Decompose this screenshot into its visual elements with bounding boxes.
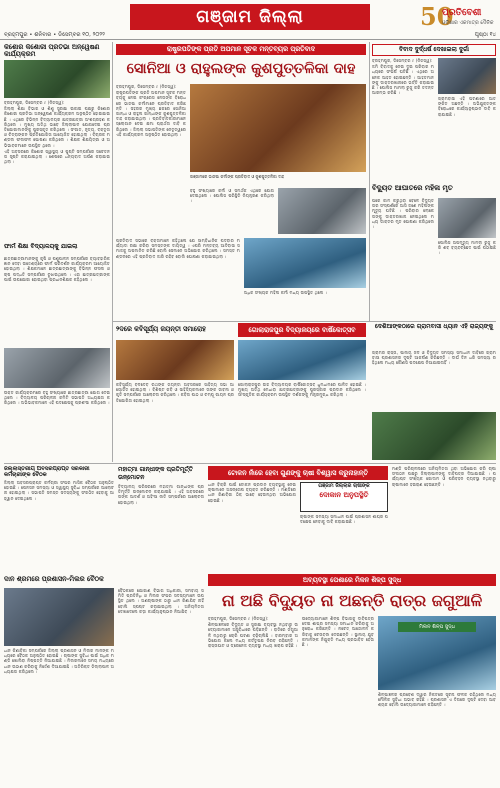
bottom-lead-story-body-col1: ବ୍ରହ୍ମପୁର, ଡିସେମ୍ବର ୯ (ନିଜସ୍ୱ): ଶିଳ୍ପାଞ୍ଚଳରେ ବିଦ୍ୟୁତ ଓ ସୁରକ୍ଷା ବ୍ୟବସ୍ଥା ନଥିବାରୁ ଉଦ୍ୟୋଗୀମାନେ ଅସୁବିଧାରେ ପଡ଼ିଛନ୍ତି । ରାତିରେ ଜଗୁଆଳି ନଥିବାରୁ ଚୋରି ଘଟଣା ବଢ଼ିଚାଲିଛି । ବାରମ୍ବାର ଅଭିଯୋଗ କଲେ ମଧ୍ୟ କର୍ତ୍ତୃପକ୍ଷ ନିରବ ରହିଛନ୍ତି । ରାସ୍ତାଘାଟ ଓ ଡ୍ରେନେଜ ବ୍ୟବସ୍ଥା ମଧ୍ୟ ଖରାପ ରହିଛି । (208, 616, 298, 649)
lead-secondary-photo (278, 188, 366, 234)
bottom-c-headline[interactable]: ଟୋକନ ନାଁରେ ହେବା ଗୁଣଙ୍କୁ ଚାଷୀ ବିଶ୍ୱାସ କରୁନାହାନ୍ତି (208, 466, 388, 480)
bottom-right-story-body: ମଣ୍ଡି ପରିଚାଳନାରେ ଅନିୟମିତତା ଥିବା ଅଭିଯୋଗ କରି ଚାଷୀ ସଂଗଠନ ପକ୍ଷରୁ ଜିଲ୍ଲାପାଳଙ୍କୁ ଦାବିପତ୍ର ଦିଆଯାଇଛି । ପର୍ଯ୍ୟାପ୍ତ ସଂଖ୍ୟକ ଗୋଦାମ ଓ ପରିବହନ ବ୍ୟବସ୍ଥା ନଥିବାରୁ ଚାଷୀମାନେ ହଇରାଣ ହେଉଛନ୍ତି । (392, 466, 496, 487)
strip-mid-headline[interactable]: ଗୋଲାରାଜପୁର ବିଦ୍ୟାଳୟରେ ବାର୍ଷିକୋତ୍ସବ (238, 323, 366, 337)
strip-left-headline[interactable]: ୨ଦରେ କବିସୂର୍ଯ୍ୟ ଜୟନ୍ତୀ ସମାରୋହ (116, 325, 206, 333)
lead-third-photo (244, 238, 366, 288)
left-top-story-headline[interactable]: କିଶୋର କିଶୋରୀ ପ୍ରତିଭା ଅନ୍ୱେଷଣ କାର୍ଯ୍ୟକ୍ରମ (4, 44, 100, 58)
page-number: ପୃଷ୍ଠା ୧୪ (474, 32, 496, 38)
left-mid-story-headline[interactable]: ଫାର୍ମ ଶିକ୍ଷା ବିଦ୍ୟାଳୟକୁ ଯାଇଲା (4, 243, 78, 250)
right-mid-photo (438, 198, 496, 238)
lead-story-body-col1: ବ୍ରହ୍ମପୁର, ଡିସେମ୍ବର ୯ (ନିଜସ୍ୱ): ରାଷ୍ଟ୍ରପତିଙ୍କ ପ୍ରତି ଅପମାନ ସୂଚକ ମନ୍ତବ୍ୟକୁ ନେଇ କଂଗ୍ରେସ ନେତାଙ୍କ ବିରୋଧରେ ଭାଜପା କର୍ମୀମାନେ ପ୍ରତିବାଦ କରିଛନ୍ତି । ସହରର ମୁଖ୍ୟ ଛକରେ ସୋନିଆ ଗାନ୍ଧୀ ଓ ରାହୁଲ ଗାନ୍ଧୀଙ୍କ କୁଶପୁତ୍ତଳିକା ଦାହ କରାଯାଇଥିଲା । ପ୍ରତିବାଦକାରୀମାନେ ସ୍ଲୋଗାନ ଦେଇ କ୍ଷମା ପ୍ରାର୍ଥନା ଦାବି କରିଥିଲେ । ଜିଲ୍ଲା ସଭାପତିଙ୍କ ନେତୃତ୍ୱରେ ଏହି କାର୍ଯ୍ୟକ୍ରମ ଅନୁଷ୍ଠିତ ହୋଇଥିଲା । (116, 84, 186, 137)
bottom-c-story-body-col2: ଚାଷୀଙ୍କ ସମସ୍ୟା ସମାଧାନ ପାଇଁ ପ୍ରଶାସନ ଶୀଘ୍ର ପଦକ୍ଷେପ ନେବାକୁ ଦାବି କରାଯାଇଛି । (300, 514, 388, 525)
bottom-lead-photo (378, 616, 496, 690)
lead-headline[interactable]: ସୋନିଆ ଓ ରାହୁଲଙ୍କ କୁଶପୁତ୍ତଳିକା ଦାହ (126, 61, 356, 77)
strip-mid-photo (238, 340, 366, 380)
left-top-story-body: ବ୍ରହ୍ମପୁର, ଡିସେମ୍ବର ୯ (ନିଜସ୍ୱ): ଜିଲ୍ଲା ଶିକ୍ଷା ବିଭାଗ ଓ ଶିଶୁ ସୁରକ୍ଷା ଇକାଇ ପକ୍ଷରୁ କିଶୋର କିଶୋରୀ ପ୍ରତିଭା ଅନ୍ୱେଷଣ କାର୍ଯ୍ୟକ୍ରମ ଅନୁଷ୍ଠିତ ହୋଇଯାଇଛି । ଏଥିରେ ବିଭିନ୍ନ ବିଦ୍ୟାଳୟର ଛାତ୍ରଛାତ୍ରୀ ଅଂଶଗ୍ରହଣ କରିଥିଲେ । ମୁଖ୍ୟ ଅତିଥି ଭାବେ ଜିଲ୍ଲାପାଳ ଯୋଗଦେଇ ପ୍ରତିଯୋଗୀମାନଙ୍କୁ ପୁରସ୍କୃତ କରିଥିଲେ । ସଂଗୀତ, ନୃତ୍ୟ, ବକ୍ତୃତା ଓ ଚିତ୍ରାଙ୍କନ ପ୍ରତିଯୋଗିତା ଆୟୋଜିତ ହୋଇଥିଲା । ବିଚାରକ ମଣ୍ଡଳୀ ଫଳାଫଳ ଘୋଷଣା କରିଥିଲେ । ଶିକ୍ଷକ ଶିକ୍ଷୟିତ୍ରୀ ଓ ଅଭିଭାବକମାନେ ଉପସ୍ଥିତ ଥିଲେ । ଏହି ଅବସରରେ କିଶୋର ସ୍ୱାସ୍ଥ୍ୟ ଓ ପୁଷ୍ଟି ସମ୍ପର୍କରେ ସଚେତନତା ସୃଷ୍ଟି କରାଯାଇଥିଲା । ଶେଷରେ ଧନ୍ୟବାଦ ଅର୍ପଣ କରାଯାଇଥିଲା । (4, 100, 110, 165)
strip-right-headline[interactable]: ଦେଶିଆଙ୍କଠାରେ ଗ୍ରାମବାସୀ ଧ୍ୟାନ ଏହି ରାଜ୍ୟଙ୍କୁ (374, 323, 494, 330)
column-rule (112, 42, 113, 462)
bottom-d-story-body-col2: ବୈଠକରେ ଯୋଗାଣ ବିଭାଗ ଅଧିକାରୀ, ସମବାୟ ସମିତି ପ୍ରତିନିଧି ଓ ମିଲର ସଂଘର ସଦସ୍ୟମାନେ ଉପସ୍ଥିତ ଥିଲେ । ଅଣଚାଷୀଙ୍କ ଠାରୁ ଧାନ କିଣାଯିବ ନାହିଁ ବୋଲି ସ୍ପଷ୍ଟ କରାଯାଇଥିଲା । ଅନିୟମିତତା ଦେଖାଦେଲେ କଡ଼ା କାର୍ଯ୍ୟାନୁଷ୍ଠାନ ନିଆଯିବ । (118, 588, 204, 614)
bottom-c-callout-box (300, 482, 388, 512)
right-mid-story-body-col2: ପୋଲିସ ଅପମୃତ୍ୟୁ ମାମଲା ରୁଜୁ କରି ଶବ ବ୍ୟବଚ୍ଛେଦ ପାଇଁ ପଠାଇଛି । (438, 240, 496, 256)
right-top-story-body-col2: ଗ୍ରାମବାସୀ ଏହି ଘଟଣାରେ ଆତଙ୍କିତ ଅଛନ୍ତି । ଅଭିଯୁକ୍ତଙ୍କ ବିରୋଧରେ କାର୍ଯ୍ୟାନୁଷ୍ଠାନ ଦାବି କରାଯାଇଛି । (438, 96, 496, 117)
lead-story-body-col2: ବହୁ ସଂଖ୍ୟାରେ କର୍ମୀ ଓ ସମର୍ଥକ ଏଥିରେ ଯୋଗ ଦେଇଥିଲେ । ପୋଲିସ ପରିସ୍ଥିତି ନିୟନ୍ତ୍ରଣ କରିଥିଲା । (190, 188, 274, 204)
lead-photo-caption: ଗଞ୍ଜାମରେ ଭାଜପା କର୍ମୀଙ୍କ ପ୍ରତିବାଦ ଓ କୁଶପୁତ୍ତଳିକା ଦାହ (190, 174, 285, 179)
bottom-d-story-body-col1: ଧାନ କିଣାବିକା ସମ୍ପର୍କରେ ଜିଲ୍ଲା ପ୍ରଶାସନ ଓ ମିଲର ମାନଙ୍କ ମଧ୍ୟରେ ବୈଠକ ଅନୁଷ୍ଠିତ ହୋଇଛି । ଚାଷୀଙ୍କ ସୁବିଧା ପାଇଁ ଅଧିକ ମଣ୍ଡି ଖୋଲିବା ନିଷ୍ପତ୍ତି ନିଆଯାଇଛି । ମିଲରମାନେ ସମୟ ମଧ୍ୟରେ ଧାନ ଉଠାଣ କରିବାକୁ ନିର୍ଦ୍ଦେଶ ଦିଆଯାଇଛି । ଅତିରିକ୍ତ ଜିଲ୍ଲାପାଳ ଅଧ୍ୟକ୍ଷତା କରିଥିଲେ । (4, 648, 114, 674)
photo-signboard: ମିଲନ ଶିଳ୍ପ ସୁଦ୍ଧ (398, 622, 476, 632)
brand-tagline: ଓଡ଼ିଶାର ଏକମାତ୍ର ଦୈନିକ (442, 20, 494, 26)
strip-mid-story-body: ଗୋଲାରାଜପୁର ଉଚ୍ଚ ବିଦ୍ୟାଳୟର ବାର୍ଷିକୋତ୍ସବ ଧୁମଧାମରେ ପାଳିତ ହୋଇଛି । ମୁଖ୍ୟ ଅତିଥି ମେଧାବୀ ଛାତ୍ରଛାତ୍ରୀଙ୍କୁ ପୁରସ୍କାର ପ୍ରଦାନ କରିଥିଲେ । ସାଂସ୍କୃତିକ କାର୍ଯ୍ୟକ୍ରମ ଉପସ୍ଥିତ ଦର୍ଶକଙ୍କୁ ମନ୍ତ୍ରମୁଗ୍ଧ କରିଥିଲା । (238, 382, 366, 398)
bottom-lead-story-body-col2: ଉଦ୍ୟୋଗୀମାନେ ଶିଳ୍ପ ବିଭାଗକୁ ଦାବିପତ୍ର ଦେଇ ଶୀଘ୍ର ସମସ୍ୟା ସମାଧାନ କରିବାକୁ ଅନୁରୋଧ କରିଛନ୍ତି । ନଚେତ୍ ଆନ୍ଦୋଳନ କରିବାକୁ ଚେତାବନୀ ଦେଇଛନ୍ତି । ସ୍ଥାନୀୟ ଯୁବକମାନଙ୍କ ନିଯୁକ୍ତି ମଧ୍ୟ ପ୍ରଭାବିତ ହେଉଛି । (302, 616, 374, 648)
right-top-photo (438, 58, 496, 94)
right-mid-story-headline[interactable]: ବିଦ୍ୟୁତ ଆଘାତରେ ମହିଳା ମୃତ (372, 184, 453, 192)
bottom-d-headline[interactable]: ଦାନ ଶ୍ରମରେ ପ୍ରଶାସନ-ମିଲର ବୈଠକ (4, 575, 104, 583)
right-top-story-headline[interactable]: ବିବାଦ ଦୁର୍ଦ୍ଧର୍ଷ ଦେଖାଇଲା ଦୁର୍ଗା (372, 44, 496, 56)
callout-kicker: ଗଞ୍ଜାମ ଜିଲ୍ଲାର ଚାଷୀଙ୍କ (318, 483, 370, 489)
left-mid-story-body: ଛାତ୍ରଛାତ୍ରୀମାନଙ୍କୁ କୃଷି ଓ ପଶୁପାଳନ ସମ୍ପର୍କରେ ବ୍ୟାବହାରିକ ଜ୍ଞାନ ଦେବା ଉଦ୍ଦେଶ୍ୟରେ ଫାର୍ମ ପରିଦର୍ଶନ କାର୍ଯ୍ୟକ୍ରମ ଆୟୋଜିତ ହୋଇଥିଲା । ଶିକ୍ଷକମାନେ ଛାତ୍ରଛାତ୍ରୀଙ୍କୁ ବିଭିନ୍ନ ଫସଲ ଓ ଚାଷ ପଦ୍ଧତି ସମ୍ପର୍କରେ ବୁଝାଇଥିଲେ । ଏହା ଛାତ୍ରଛାତ୍ରୀଙ୍କ ପାଇଁ ଉପଯୋଗୀ ହୋଇଥିବା ପ୍ରଧାନଶିକ୍ଷକ କହିଥିଲେ । (4, 256, 110, 282)
lead-story-body-col4: ଅଧିକ ସଂଖ୍ୟକ ମହିଳା କର୍ମୀ ମଧ୍ୟ ଉପସ୍ଥିତ ଥିଲେ । (244, 290, 327, 295)
bottom-lead-headline[interactable]: ନା ଅଛି ବିଦ୍ୟୁତ ନା ଅଛନ୍ତି ରାତ୍ର ଜଗୁଆଳି (221, 591, 483, 610)
callout-title: ଦୋକାନ ଅନୁପସ୍ଥିତି (319, 491, 369, 499)
section-rule (4, 463, 496, 464)
bottom-a-story-body: ଜିଲ୍ଲା ଅବସରପ୍ରାପ୍ତ କର୍ମଚାରୀ ସଂଘର ମାସିକ ବୈଠକ ଅନୁଷ୍ଠିତ ହୋଇଛି । ପେନସନ ସମସ୍ୟା ଓ ସ୍ୱାସ୍ଥ୍ୟ ସୁବିଧା ସମ୍ପର୍କରେ ଆଲୋଚନା ହୋଇଥିଲା । ସଭାପତି ସମସ୍ତ ସଦସ୍ୟଙ୍କୁ ସଂଗଠିତ ହେବାକୁ ଆହ୍ୱାନ ଦେଇଥିଲେ । (4, 480, 114, 501)
bottom-lead-story-body-col3: ଶିଳ୍ପାଞ୍ଚଳର ପ୍ରବେଶ ଦ୍ୱାର ନିକଟରେ ସୂଚନା ଫଳକ ରହିଥିଲେ ମଧ୍ୟ ମୌଳିକ ସୁବିଧା ଅଭାବ ରହିଛି । ପ୍ରଶାସନ ଏ ଦିଗରେ ଦୃଷ୍ଟି ଦେବା ଆବଶ୍ୟକ ବୋଲି ଉଦ୍ୟୋଗୀମାନେ କହିଛନ୍ତି । (378, 692, 496, 708)
lead-story-body-col3: ପ୍ରତିବାଦ ସଭାରେ ବକ୍ତାମାନେ କହିଥିଲେ ଯେ ସାମ୍ବିଧାନିକ ପଦବୀର ମର୍ଯ୍ୟାଦା ରକ୍ଷା କରିବା ସମସ୍ତଙ୍କ ଦାୟିତ୍ୱ । ଏପରି ମନ୍ତବ୍ୟ ଆଦିବାସୀ ସମାଜକୁ ଅପମାନିତ କରିଛି ବୋଲି ସେମାନେ ଅଭିଯୋଗ କରିଥିଲେ । ସମସ୍ତ ମଣ୍ଡଳରେ ଏହି ପ୍ରତିବାଦ ଜାରି ରହିବ ବୋଲି ଘୋଷଣା କରାଯାଇଥିଲା । (116, 238, 240, 259)
right-top-story-body-col1: ବ୍ରହ୍ମପୁର, ଡିସେମ୍ବର ୯ (ନିଜସ୍ୱ): ଜମି ବିବାଦକୁ ନେଇ ଦୁଇ ପରିବାର ମଧ୍ୟରେ ସଂଘର୍ଷ ଘଟିଛି । ଏଥିରେ ଅନେକ ଆହତ ହୋଇଛନ୍ତି । ଆହତମାନଙ୍କୁ ଡାକ୍ତରଖାନାରେ ଭର୍ତ୍ତି କରାଯାଇଛି । ପୋଲିସ ମାମଲା ରୁଜୁ କରି ତଦନ୍ତ ଆରମ୍ଭ କରିଛି । (372, 58, 434, 96)
section-title: ଗଞ୍ଜାମ ଜିଲ୍ଲା (130, 4, 370, 30)
lead-kicker: ରାଷ୍ଟ୍ରପତିଙ୍କ ପ୍ରତି ଅପମାନ ସୂଚକ ମନ୍ତବ୍ୟର ପ୍ରତିବାଦ (116, 44, 366, 55)
strip-left-photo (116, 340, 234, 380)
bottom-c-story-body: ଧାନ ବିକ୍ରି ପାଇଁ ଟୋକନ ପ୍ରଦାନ ବ୍ୟବସ୍ଥାକୁ ନେଇ ଚାଷୀମାନେ ଅସନ୍ତୋଷ ବ୍ୟକ୍ତ କରିଛନ୍ତି । ମଣ୍ଡିରେ ଧାନ କିଣାବିକା ଠିକ୍ ଭାବେ ହେଉନଥିବା ଅଭିଯୋଗ ହୋଇଛି । (208, 482, 296, 503)
bottom-b-story-body: ବିଦ୍ୟାଳୟ ପରିସରରେ ମହାତ୍ମା ଗାନ୍ଧୀଙ୍କ ପ୍ରତିମୂର୍ତ୍ତି ଉନ୍ମୋଚନ କରାଯାଇଛି । ଏହି ଅବସରରେ ତାଙ୍କ ଆଦର୍ଶ ଓ ଅହିଂସା ନୀତି ସମ୍ପର୍କରେ ଆଲୋଚନା ହୋଇଥିଲା । (118, 484, 204, 505)
lead-photo (190, 84, 366, 172)
right-mid-story-body-col1: ଘରେ କାମ କରୁଥିବା ବେଳେ ବିଦ୍ୟୁତ ତାର ସଂସ୍ପର୍ଶରେ ଆସି ଜଣେ ମହିଳାଙ୍କ ମୃତ୍ୟୁ ଘଟିଛି । ପରିବାର ଲୋକେ ତାଙ୍କୁ ଡାକ୍ତରଖାନା ନେଇଥିଲେ ମଧ୍ୟ ଡାକ୍ତର ମୃତ ଘୋଷଣା କରିଥିଲେ । (372, 198, 434, 230)
bottom-a-headline[interactable]: ଜିଲ୍ଲାସ୍ତରୀୟ ଅବସରପ୍ରାପ୍ତ ସରକାରୀ କର୍ମଚାରୀଙ୍କ ବୈଠକ (4, 466, 90, 478)
bottom-d-photo (4, 588, 114, 646)
strip-left-story-body: କବିସୂର୍ଯ୍ୟ ବଳଦେବ ରଥଙ୍କ ଜୟନ୍ତୀ ଅବସରରେ ସାହିତ୍ୟ ସଭା ଆୟୋଜିତ ହୋଇଥିଲା । ବିଶିଷ୍ଟ କବି ଓ ସାହିତ୍ୟିକମାନେ ତାଙ୍କ ଜୀବନୀ ଓ କୃତି ସମ୍ପର୍କରେ ଆଲୋଚନା କରିଥିଲେ । କବିତା ପାଠ ଓ ଚମ୍ପୂ ଗାୟନ ପ୍ରତିଯୋଗିତା ହୋଇଥିଲା । (116, 382, 234, 403)
brand-name: ପ୍ରତିବେଶୀ (442, 8, 482, 18)
left-mid-photo (4, 348, 110, 388)
bottom-lead-kicker: ଅବ୍ୟବସ୍ଥା ପେଶାରେ ମିଳନ ଶିଳ୍ପ ସୁଦ୍ଧ (208, 574, 496, 586)
masthead (0, 0, 500, 40)
bottom-b-headline[interactable]: ମହାତ୍ମା ଗାନ୍ଧୀଙ୍କ ପ୍ରତିମୂର୍ତ୍ତି ଉନ୍ମୋଚନ (118, 466, 193, 481)
newspaper-logo[interactable] (420, 2, 496, 30)
dateline: ବ୍ରହ୍ମପୁର • ଶନିବାର • ଡିସେମ୍ବର ୧୦, ୨୦୨୨ (4, 32, 105, 38)
left-top-photo (4, 60, 110, 98)
strip-right-photo (372, 412, 496, 460)
strip-right-story-body: ଗ୍ରାମର ରାସ୍ତା, ପାନୀୟ ଜଳ ଓ ବିଦ୍ୟୁତ ସମସ୍ୟା ସମାଧାନ ଦାବିରେ ଗ୍ରାମବାସୀ ପ୍ରଶାସନର ଦୃଷ୍ଟି ଆକର୍ଷଣ କରିଛନ୍ତି । ଦୀର୍ଘ ଦିନ ଧରି ସମସ୍ୟା ରହିଥିଲେ ମଧ୍ୟ କୌଣସି ପଦକ୍ଷେପ ନିଆଯାଇନାହିଁ । (372, 350, 496, 366)
column-rule (369, 42, 370, 322)
left-lower-story-body: ଉକ୍ତ କାର୍ଯ୍ୟକ୍ରମରେ ବହୁ ସଂଖ୍ୟାରେ ଛାତ୍ରଛାତ୍ରୀ ଯୋଗ ଦେଇଥିଲେ । ବିଦ୍ୟାଳୟ ପରିଚାଳନା କମିଟି ସଭାପତି ଅଧ୍ୟକ୍ଷତା କରିଥିଲେ । ଅଭିଭାବକମାନେ ଏହି ପଦକ୍ଷେପକୁ ପ୍ରଶଂସା କରିଥିଲେ । (4, 390, 110, 406)
section-rule (112, 321, 496, 322)
anniversary-50-logo-icon: 50 (420, 2, 454, 31)
